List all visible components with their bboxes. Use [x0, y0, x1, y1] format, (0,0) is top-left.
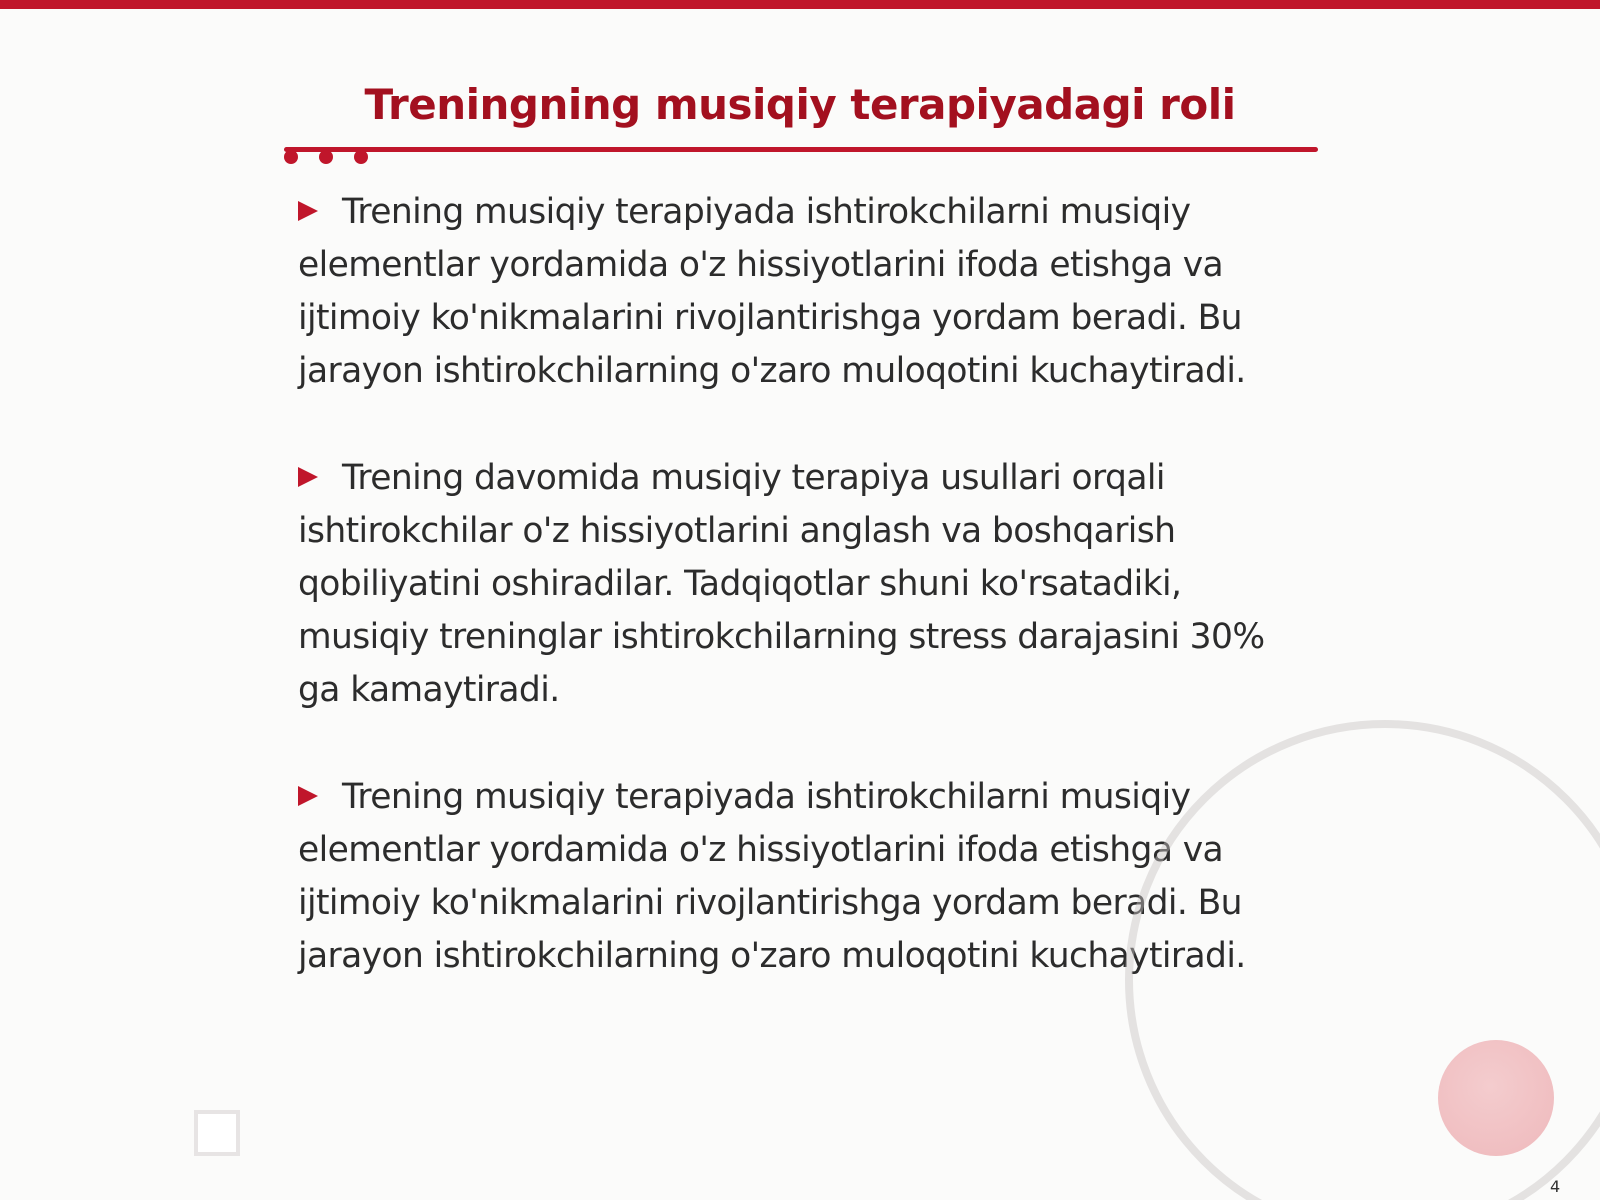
bullet-list: [298, 186, 1308, 1037]
page-number: 4: [1550, 1177, 1561, 1196]
decorative-circle: [1438, 1040, 1554, 1156]
top-accent-bar: [0, 0, 1600, 9]
bullet-item: [298, 452, 1308, 717]
decorative-dot: [284, 150, 298, 164]
bullet-text: Trening musiqiy terapiyada ishtirokchilarni musiqiy elementlar yordamida o'z hissiyotlarini ifoda etishga va ijtimoiy ko'nikmalarini rivojlantirishga yordam beradi. Bu jarayon ishtirokchilarning o'zaro muloqotini kuchaytiradi.: [298, 192, 1246, 391]
triangle-right-icon: [298, 201, 318, 221]
bullet-item: [298, 771, 1308, 983]
triangle-right-icon: [298, 786, 318, 806]
triangle-right-icon: [298, 467, 318, 487]
title-underline: [284, 147, 1318, 152]
slide-title: Treningning musiqiy terapiyadagi roli: [364, 80, 1236, 129]
decorative-dot: [319, 150, 333, 164]
bullet-text: Trening davomida musiqiy terapiya usullari orqali ishtirokchilar o'z hissiyotlarini anglash va boshqarish qobiliyatini oshiradilar. Tadqiqotlar shuni ko'rsatadiki, musiqiy treninglar ishtirokchilarning stress darajasini 30% ga kamaytiradi.: [298, 458, 1265, 710]
bullet-item: [298, 186, 1308, 398]
decorative-dot: [354, 150, 368, 164]
bullet-text: Trening musiqiy terapiyada ishtirokchilarni musiqiy elementlar yordamida o'z hissiyotlarini ifoda etishga va ijtimoiy ko'nikmalarini rivojlantirishga yordam beradi. Bu jarayon ishtirokchilarning o'zaro muloqotini kuchaytiradi.: [298, 777, 1246, 976]
decorative-square: [194, 1110, 240, 1156]
